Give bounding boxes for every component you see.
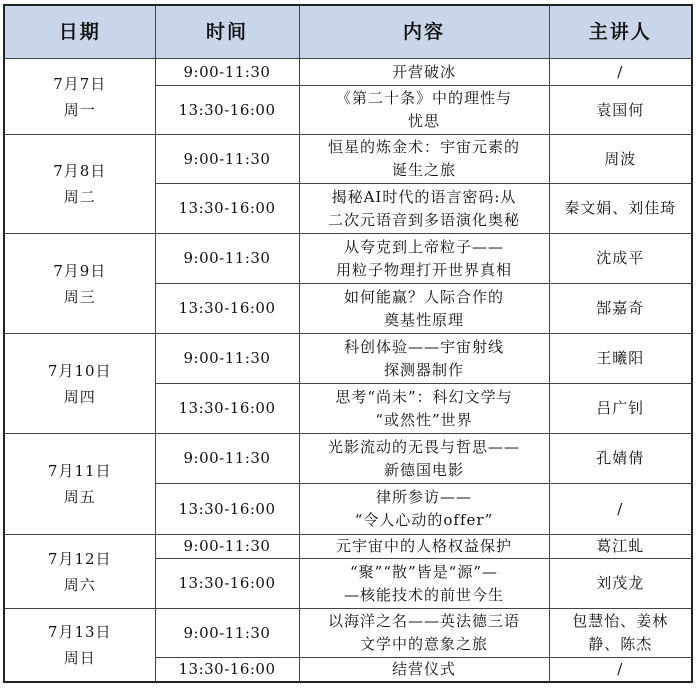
date-cell: [4, 535, 155, 609]
speaker-cell: [549, 334, 692, 384]
date-cell: [4, 434, 155, 535]
time-cell: 13:30-16:00: [155, 559, 299, 609]
date-label: 7月12日: [47, 549, 112, 568]
content-cell: [299, 658, 549, 683]
time-cell: 13:30-16:00: [155, 384, 299, 434]
content-line: 科创体验——宇宙射线: [343, 337, 504, 356]
content-line: 恒星的炼金术：宇宙元素的: [327, 138, 520, 156]
content-cell: [299, 484, 549, 535]
content-line: 探测器制作: [383, 360, 464, 379]
content-line: 以海洋之名——英法德三语: [327, 612, 520, 630]
content-line: 从夸克到上帝粒子——: [343, 237, 504, 256]
speaker-line: /: [617, 499, 624, 518]
content-line: “令人心动的offer”: [354, 511, 494, 529]
content-line: 忧思: [407, 112, 440, 130]
weekday-label: 周一: [63, 100, 96, 119]
speaker-cell: [549, 384, 692, 434]
time-cell: 9:00-11:30: [155, 535, 299, 559]
time-cell: 13:30-16:00: [155, 484, 299, 535]
speaker-line: 沈成平: [596, 249, 645, 267]
table-row: [4, 535, 692, 559]
content-cell: [299, 559, 549, 609]
time-cell: 13:30-16:00: [155, 184, 299, 234]
content-cell: [299, 184, 549, 234]
weekday-label: 周五: [63, 488, 96, 506]
content-line: “或然性”世界: [375, 410, 473, 429]
table-row: [4, 334, 692, 384]
date-cell: [4, 334, 155, 434]
date-cell: [4, 609, 155, 683]
schedule-table: [3, 4, 693, 683]
speaker-line: 周波: [604, 149, 637, 168]
speaker-line: 静、陈杰: [588, 635, 653, 653]
date-label: 7月13日: [47, 623, 112, 641]
speaker-cell: [549, 559, 692, 609]
date-label: 7月7日: [53, 74, 107, 93]
table-row: [4, 135, 692, 184]
content-line: 思考“尚未”：科幻文学与: [335, 387, 513, 406]
header-speaker: 主讲人: [549, 5, 692, 59]
content-line: 《第二十条》中的理性与: [335, 89, 512, 107]
content-line: 律所参访——: [375, 488, 472, 506]
time-cell: 9:00-11:30: [155, 59, 299, 86]
content-cell: [299, 234, 549, 284]
header-row: [4, 5, 692, 59]
content-cell: [299, 135, 549, 184]
content-cell: [299, 609, 549, 658]
speaker-cell: [549, 59, 692, 86]
speaker-line: /: [617, 660, 624, 678]
date-cell: [4, 234, 155, 334]
content-line: 开营破冰: [391, 62, 456, 81]
speaker-cell: [549, 658, 692, 683]
speaker-line: 葛江虬: [596, 537, 645, 555]
speaker-cell: [549, 535, 692, 559]
speaker-cell: [549, 484, 692, 535]
content-line: 光影流动的无畏与哲思——: [327, 437, 520, 456]
table-row: [4, 434, 692, 484]
content-line: 二次元语音到多语演化奥秘: [327, 210, 520, 229]
content-cell: [299, 86, 549, 135]
table-row: [4, 234, 692, 284]
content-line: —核能技术的前世今生: [343, 585, 504, 604]
time-cell: 9:00-11:30: [155, 609, 299, 658]
speaker-cell: [549, 234, 692, 284]
content-line: 奠基性原理: [383, 310, 464, 329]
content-line: 诞生之旅: [391, 161, 456, 179]
header-content: 内容: [299, 5, 549, 59]
content-cell: [299, 384, 549, 434]
speaker-line: 吕广钊: [596, 399, 645, 417]
speaker-line: 秦文娟、刘佳琦: [564, 199, 677, 217]
speaker-cell: [549, 86, 692, 135]
weekday-label: 周二: [63, 188, 96, 206]
header-time: 时间: [155, 5, 299, 59]
header-date: 日期: [4, 5, 155, 59]
content-line: 文学中的意象之旅: [359, 635, 488, 653]
content-line: “聚”“散”皆是“源”—: [349, 562, 498, 581]
weekday-label: 周六: [63, 575, 96, 594]
speaker-cell: [549, 184, 692, 234]
content-cell: [299, 334, 549, 384]
time-cell: 9:00-11:30: [155, 234, 299, 284]
speaker-cell: [549, 434, 692, 484]
time-cell: 13:30-16:00: [155, 284, 299, 334]
weekday-label: 周四: [63, 387, 96, 406]
date-label: 7月11日: [47, 462, 112, 480]
content-cell: [299, 434, 549, 484]
speaker-cell: [549, 609, 692, 658]
weekday-label: 周日: [63, 649, 96, 667]
speaker-line: 郜嘉奇: [596, 299, 645, 317]
content-line: 如何能赢？人际合作的: [343, 287, 504, 306]
table-row: [4, 59, 692, 86]
speaker-line: 王曦阳: [596, 349, 645, 367]
content-line: 用粒子物理打开世界真相: [335, 260, 512, 279]
time-cell: 9:00-11:30: [155, 434, 299, 484]
date-label: 7月8日: [53, 162, 107, 180]
speaker-line: 包慧怡、姜林: [572, 612, 669, 630]
weekday-label: 周三: [63, 287, 96, 306]
content-line: 新德国电影: [383, 460, 464, 479]
speaker-cell: [549, 284, 692, 334]
date-label: 7月10日: [47, 361, 112, 380]
date-label: 7月9日: [53, 261, 107, 280]
speaker-cell: [549, 135, 692, 184]
time-cell: 9:00-11:30: [155, 135, 299, 184]
content-cell: [299, 535, 549, 559]
time-cell: 9:00-11:30: [155, 334, 299, 384]
speaker-line: 刘茂龙: [596, 574, 645, 592]
content-cell: [299, 284, 549, 334]
speaker-line: 孔婧倩: [596, 449, 645, 467]
speaker-line: /: [617, 62, 624, 81]
time-cell: 13:30-16:00: [155, 658, 299, 683]
content-line: 结营仪式: [391, 660, 456, 678]
date-cell: [4, 135, 155, 234]
content-cell: [299, 59, 549, 86]
time-cell: 13:30-16:00: [155, 86, 299, 135]
content-line: 揭秘AI时代的语言密码:从: [331, 187, 517, 206]
speaker-line: 袁国何: [596, 100, 645, 119]
date-cell: [4, 59, 155, 135]
content-line: 元宇宙中的人格权益保护: [335, 537, 512, 555]
table-row: [4, 609, 692, 658]
